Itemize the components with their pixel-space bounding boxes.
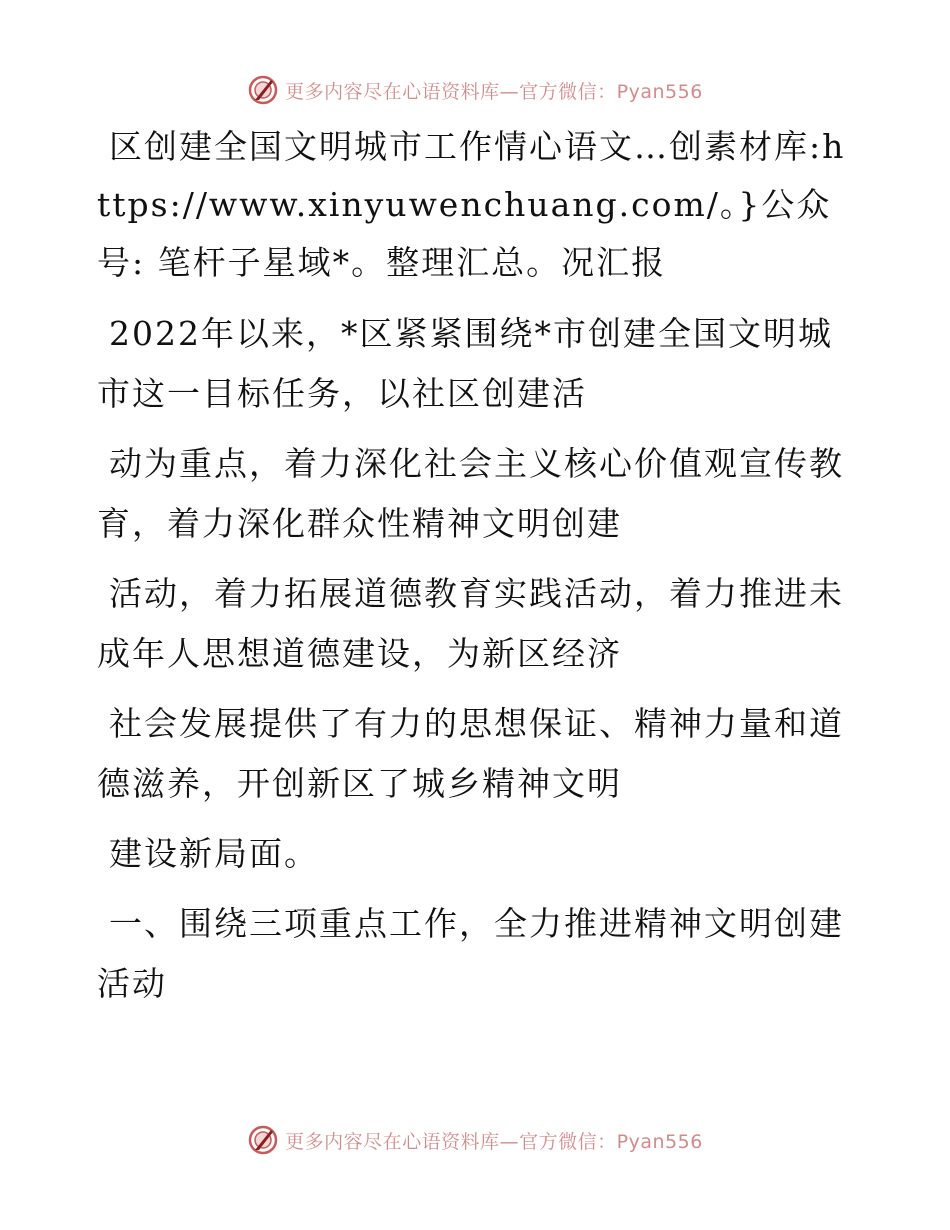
paragraph: 2022年以来，*区紧紧围绕*市创建全国文明城市这一目标任务，以社区创建活 (97, 314, 833, 413)
paragraph: 社会发展提供了有力的思想保证、精神力量和道德滋养，开创新区了城乡精神文明 (97, 704, 844, 803)
paragraph: 区创建全国文明城市工作情心语文…创素材库:https://www.xinyuwenchuang.com/。}公众号: 笔杆子星域*。整理汇总。况汇报 (97, 127, 846, 282)
header-banner (0, 70, 950, 110)
document-body (97, 118, 857, 1024)
section-heading: 一、围绕三项重点工作，全力推进精神文明创建活动 (97, 904, 844, 1003)
quill-circle-logo-icon (247, 1124, 279, 1156)
header-banner-text: 更多内容尽在心语资料库—官方微信：Pyan556 (285, 80, 703, 103)
quill-circle-logo-icon (247, 74, 279, 106)
paragraph: 动为重点，着力深化社会主义核心价值观宣传教育，着力深化群众性精神文明创建 (97, 444, 844, 543)
paragraph: 建设新局面。 (109, 834, 319, 873)
footer-banner (0, 1120, 950, 1160)
footer-banner-text: 更多内容尽在心语资料库—官方微信：Pyan556 (285, 1130, 703, 1153)
paragraph: 活动，着力拓展道德教育实践活动，着力推进未成年人思想道德建设，为新区经济 (97, 574, 844, 673)
